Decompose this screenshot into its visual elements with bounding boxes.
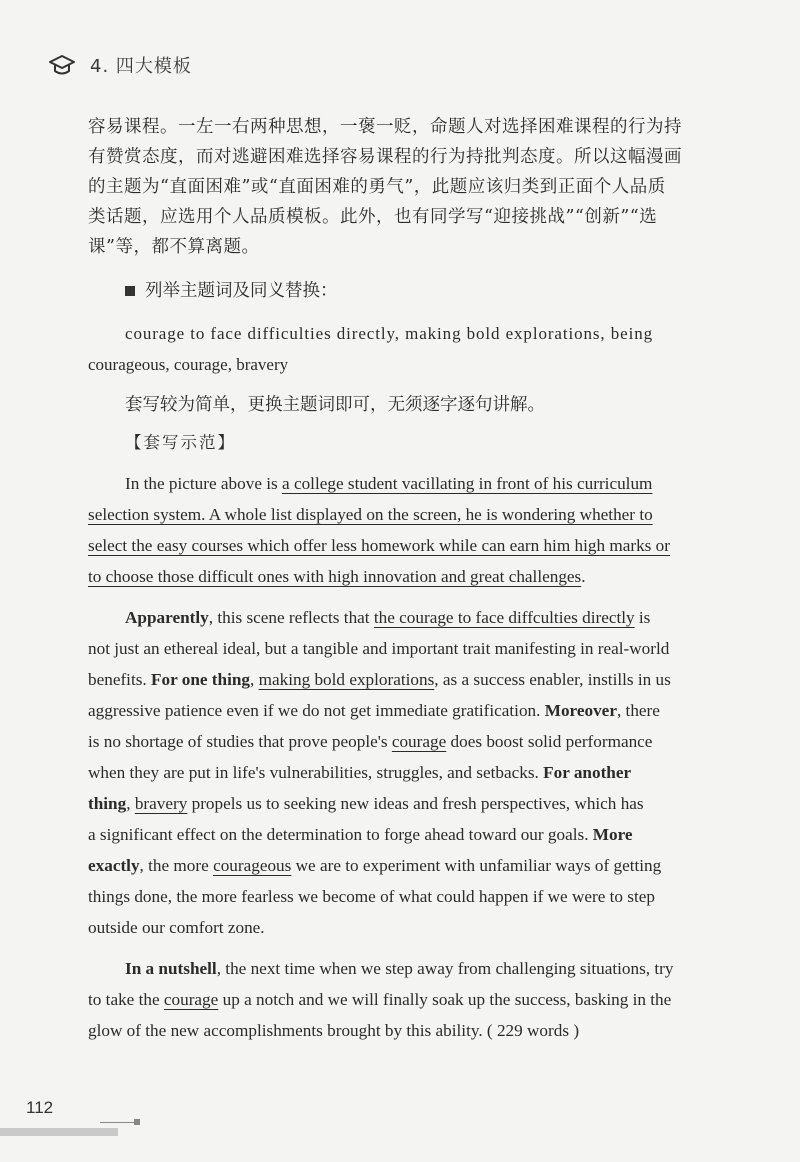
text-run: is — [634, 608, 651, 627]
text-run: aggressive patience even if we do not get immediate gratification. — [88, 701, 545, 720]
text-run: we are to experiment with unfamiliar ways of getting — [291, 856, 662, 875]
text-run: , there — [616, 701, 660, 720]
bold-connector: In a nutshell — [125, 959, 217, 978]
bold-connector: thing — [88, 794, 127, 813]
text-line: not just an ethereal ideal, but a tangible and important trait manifesting in real-world — [88, 639, 670, 658]
page-content — [88, 112, 704, 1046]
chapter-title: 4. 四大模板 — [90, 56, 192, 77]
underlined-phrase: courageous — [213, 856, 292, 875]
underlined-phrase: selection system. A whole list displayed on the screen, he is wondering whether to — [88, 505, 653, 524]
bold-connector: Apparently — [125, 608, 209, 627]
text-run: , the more — [139, 856, 214, 875]
text-run: , — [126, 794, 135, 813]
page-number: 112 — [26, 1098, 54, 1117]
keyword-heading-text: 列举主题词及同义替换： — [145, 281, 338, 301]
word-count: ( 229 words ) — [486, 1021, 580, 1040]
text-line: things done, the more fearless we become of what could happen if we were to step — [88, 887, 655, 906]
text-run: benefits. — [88, 670, 152, 689]
sample-paragraph-1 — [88, 468, 704, 592]
underlined-phrase: courage — [163, 990, 219, 1009]
text-run: , — [250, 670, 259, 689]
underlined-phrase: bravery — [134, 794, 188, 813]
underlined-phrase: a college student vacillating in front of his curriculum — [282, 474, 653, 493]
intro-line: 的主题为“直面困难”或“直面困难的勇气”，此题应该归类到正面个人品质 — [88, 177, 666, 197]
underlined-phrase: to choose those difficult ones with high innovation and great challenges — [88, 567, 582, 586]
text-run: propels us to seeking new ideas and fresh perspectives, which has — [187, 794, 644, 813]
square-bullet-icon — [125, 286, 135, 296]
intro-line: 有赞赏态度，而对逃避困难选择容易课程的行为持批判态度。所以这幅漫画 — [88, 147, 682, 167]
text-run: is no shortage of studies that prove people's — [88, 732, 392, 751]
text-run: , the next time when we step away from challenging situations, try — [216, 959, 674, 978]
underlined-phrase: select the easy courses which offer less homework while can earn him high marks or — [88, 536, 670, 555]
footer-decoration-line — [100, 1122, 136, 1123]
text-run: , as a success enabler, instills in us — [434, 670, 671, 689]
text-run: to take the — [88, 990, 164, 1009]
text-run: , this scene reflects that — [208, 608, 374, 627]
text-run: In the picture above is — [125, 474, 283, 493]
bold-connector: Moreover — [544, 701, 617, 720]
note-text: 套写较为简单，更换主题词即可，无须逐字逐句讲解。 — [125, 395, 545, 415]
text-line: outside our comfort zone. — [88, 918, 265, 937]
text-run: . — [581, 567, 586, 586]
underlined-phrase: making bold explorations — [258, 670, 435, 689]
intro-line: 类话题，应选用个人品质模板。此外，也有同学写“迎接挑战”“创新”“选 — [88, 207, 658, 227]
footer-decoration-bar — [0, 1128, 118, 1136]
underlined-phrase: the courage to face diffculties directly — [373, 608, 635, 627]
sample-paragraph-2 — [88, 602, 704, 943]
graduation-cap-icon — [48, 53, 76, 77]
bold-connector: exactly — [88, 856, 140, 875]
text-run: glow of the new accomplishments brought by this ability. — [88, 1021, 483, 1040]
sample-heading: 【套写示范】 — [125, 433, 236, 452]
text-run: up a notch and we will finally soak up the success, basking in the — [218, 990, 672, 1009]
footer-decoration-dot — [134, 1119, 140, 1125]
bold-connector: For another — [543, 763, 632, 782]
intro-line: 课”等，都不算离题。 — [88, 237, 260, 257]
sample-paragraph-3 — [88, 953, 704, 1046]
text-run: does boost solid performance — [446, 732, 653, 751]
text-run: when they are put in life's vulnerabilities, struggles, and setbacks. — [88, 763, 544, 782]
keyword-line: courage to face difficulties directly, making bold explorations, being — [125, 324, 653, 343]
chapter-header — [48, 52, 192, 78]
bold-connector: More — [592, 825, 633, 844]
bold-connector: For one thing — [151, 670, 251, 689]
underlined-phrase: courage — [391, 732, 447, 751]
keyword-line: courageous, courage, bravery — [88, 355, 289, 374]
intro-line: 容易课程。一左一右两种思想，一褒一贬，命题人对选择困难课程的行为持 — [88, 117, 682, 137]
keyword-list — [88, 318, 704, 380]
keyword-heading — [88, 276, 704, 306]
text-run: a significant effect on the determination to forge ahead toward our goals. — [88, 825, 593, 844]
intro-paragraph — [88, 112, 704, 262]
